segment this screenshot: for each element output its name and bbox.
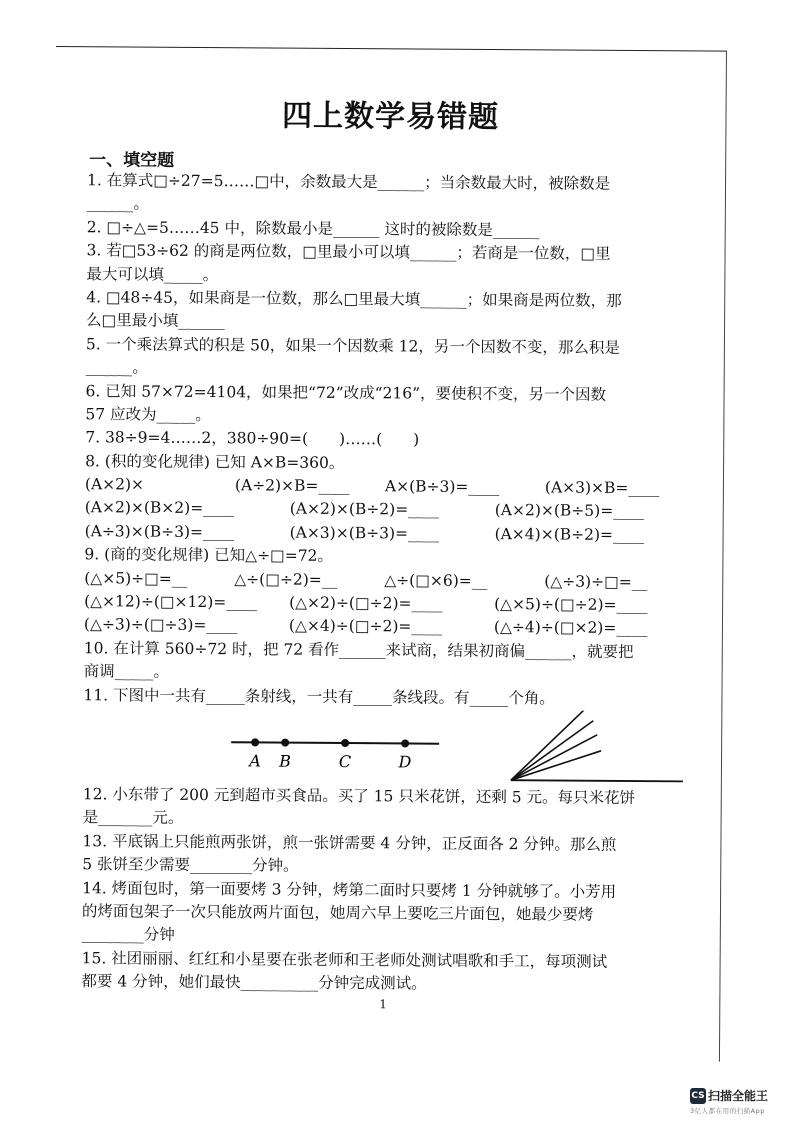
question-line: 10. 在计算 560÷72 时，把 72 看作______来试商，结果初商偏______，就要把	[83, 639, 634, 661]
grid8-cell: (A÷3)×(B÷3)=____	[84, 522, 235, 542]
page-number: 1	[379, 997, 388, 1012]
grid9-cell: △÷(□×6)=__	[384, 570, 488, 590]
point-dot	[251, 738, 259, 746]
angle-ray	[511, 734, 597, 781]
angle-ray	[511, 720, 593, 781]
question-line: 2. □÷△=5……45 中，除数最小是______ 这时的被除数是______	[86, 218, 540, 240]
question-line: 3. 若□53÷62 的商是两位数，□里最小可以填______；若商是一位数，□里	[86, 241, 611, 264]
point-label: D	[398, 752, 412, 772]
grid9-cell: (△÷4)÷(□×2)=____	[493, 618, 648, 638]
grid8-cell: (A×2)×	[84, 475, 145, 494]
point-label: A	[249, 751, 261, 771]
question-line: 13. 平底锅上只能煎两张饼，煎一张饼需要 4 分钟，正反面各 2 分钟。那么煎	[82, 831, 617, 854]
grid8-cell: (A×3)×(B÷3)=____	[289, 523, 440, 543]
point-label: C	[338, 751, 352, 772]
grid9-cell: (△×5)÷□=__	[84, 568, 188, 588]
question-line: 57 应改为_____。	[85, 405, 211, 424]
question-line: 都要 4 分钟，她们最快__________分钟完成测试。	[81, 972, 427, 993]
question-line: ______。	[85, 358, 148, 377]
question-line: 5 张饼至少需要________分钟。	[82, 855, 299, 875]
question-line: 15. 社团丽丽、红红和小星要在张老师和王老师处测试唱歌和手工，每项测试	[81, 948, 608, 971]
grid8-cell: A×(B÷3)=____	[384, 477, 500, 497]
grid9-cell: (△×4)÷(□÷2)=____	[288, 617, 443, 637]
question-line: 8. (积的变化规律) 已知 A×B=360。	[85, 451, 345, 472]
question-line: 4. □48÷45，如果商是一位数，那么□里最大填______；如果商是两位数，那	[86, 288, 622, 310]
question-line: 9. (商的变化规律) 已知△÷□=72。	[84, 545, 334, 566]
grid9-cell: (△÷3)÷(□÷3)=____	[83, 615, 238, 635]
page-title: 四上数学易错题	[281, 98, 500, 136]
section-heading: 一、填空题	[89, 150, 175, 171]
grid8-cell: (A×2)×(B÷5)=____	[494, 501, 645, 521]
point-dot	[401, 739, 409, 747]
question-line: 么□里最小填______	[86, 311, 225, 331]
question-line: 6. 已知 57×72=4104，如果把“72”改成“216”，要使积不变，另一个因数	[85, 381, 607, 404]
question-line: 12. 小东带了 200 元到超市买食品。买了 15 只米花饼，还剩 5 元。每只米花饼	[82, 785, 636, 808]
question-line: ________分钟	[81, 925, 175, 945]
geometry-figure	[83, 707, 696, 787]
grid8-cell: (A×2)×(B×2)=____	[84, 498, 235, 518]
point-dot	[281, 739, 289, 747]
grid9-cell: (△×12)÷(□×12)=____	[84, 592, 258, 612]
question-line: 5. 一个乘法算式的积是 50，如果一个因数乘 12，另一个因数不变，那么积是	[85, 334, 621, 357]
grid8-cell: (A×4)×(B÷2)=____	[494, 524, 645, 544]
question-line: 14. 烤面包时，第一面要烤 3 分钟，烤第二面时只要烤 1 分钟就够了。小芳用	[82, 878, 617, 901]
scanner-tagline: 3亿人都在用的扫描App	[690, 1107, 765, 1115]
question-line: 最大可以填_____。	[86, 264, 219, 284]
angle-ray	[511, 750, 601, 781]
worksheet-page	[49, 46, 727, 1062]
grid9-cell: (△×2)÷(□÷2)=____	[289, 593, 443, 613]
question-content	[81, 169, 699, 998]
grid8-cell: (A÷2)×B=____	[234, 476, 350, 496]
question-line: 的烤面包架子一次只能放两片面包，她周六早上要吃三片面包，她最少要烤	[81, 902, 594, 924]
scanner-app-name: 扫描全能王	[708, 1089, 769, 1103]
question-line: 1. 在算式□÷27=5……□中，余数最大是______；当余数最大时，被除数是	[87, 171, 611, 193]
grid9-cell: (△×5)÷(□÷2)=____	[494, 595, 648, 615]
question-line: ______。	[86, 194, 149, 214]
grid8-cell: (A×3)×B=____	[544, 478, 660, 498]
figure-svg	[83, 707, 696, 787]
question-line: 商调_____。	[83, 662, 169, 682]
question-line: 7. 38÷9=4……2，380÷90=( )……( )	[85, 428, 420, 449]
grid9-cell: △÷(□÷2)=__	[234, 569, 338, 589]
question-line: 是_______元。	[82, 808, 184, 828]
angle-figure	[511, 707, 684, 781]
scanner-logo-icon: CS	[690, 1088, 706, 1104]
point-dot	[341, 739, 349, 747]
question-line: 11. 下图中一共有_____条射线，一共有_____条线段。有_____个角。	[83, 685, 555, 708]
angle-ray	[511, 780, 683, 781]
angle-ray	[511, 707, 588, 781]
scanner-watermark	[690, 1085, 800, 1115]
grid9-cell: (△÷3)÷□=__	[544, 572, 648, 591]
point-label: B	[279, 751, 291, 771]
grid8-cell: (A×2)×(B÷2)=____	[289, 500, 440, 520]
